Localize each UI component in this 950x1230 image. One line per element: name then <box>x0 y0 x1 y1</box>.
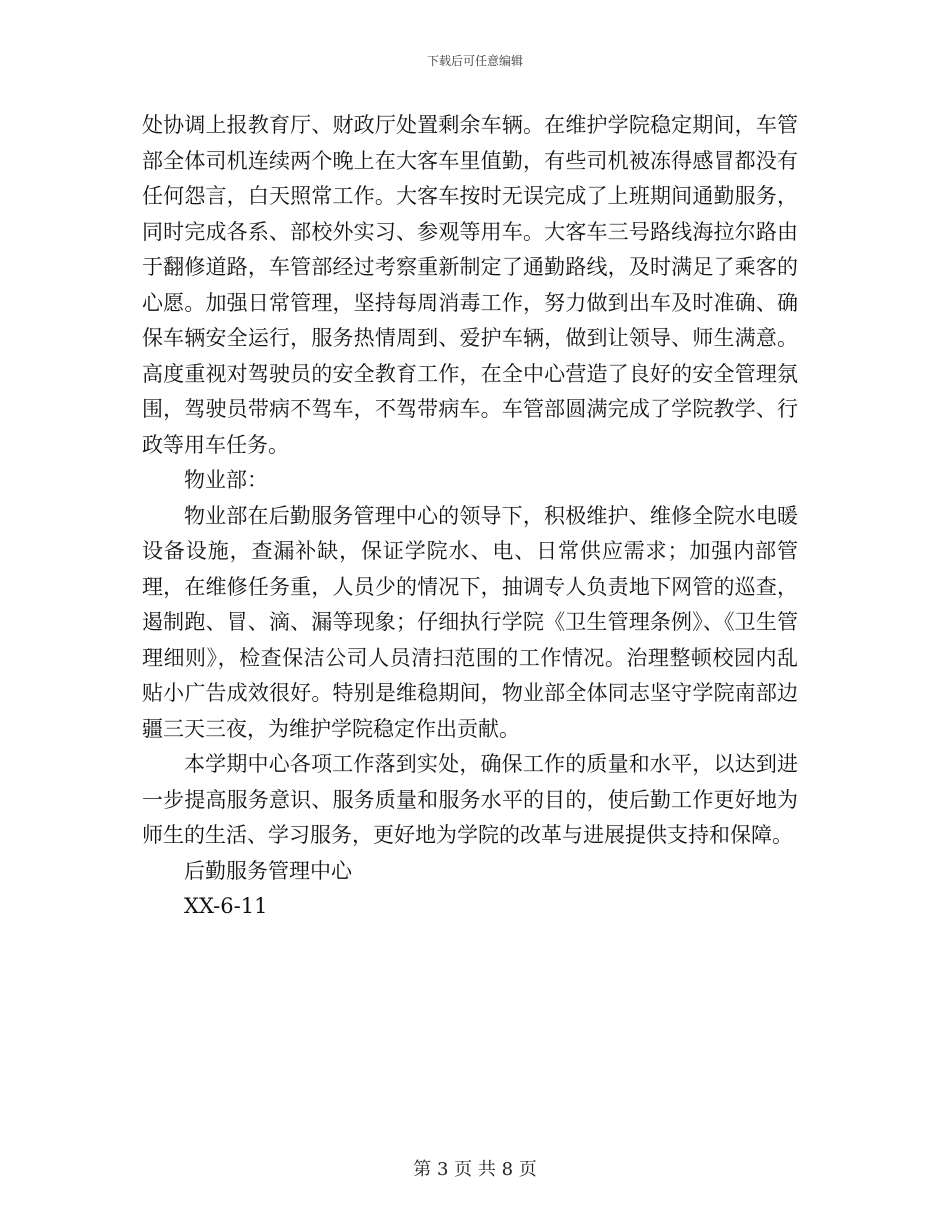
page-header: 下载后可任意编辑 <box>426 54 523 68</box>
page-number-footer: 第 3 页 共 8 页 <box>413 1159 537 1180</box>
signature-date: XX-6-11 <box>184 894 268 918</box>
paragraph-summary: 本学期中心各项工作落到实处，确保工作的质量和水平，以达到进一步提高服务意识、服务质量和服务水平的目的，使后勤工作更好地为师生的生活、学习服务，更好地为学院的改革与进展提供支持和保障。 <box>142 752 798 847</box>
paragraph-vehicle-management: 处协调上报教育厅、财政厅处置剩余车辆。在维护学院稳定期间，车管部全体司机连续两个晚上在大客车里值勤，有些司机被冻得感冒都没有任何怨言，白天照常工作。大客车按时无误完成了上班期间通勤服务，同时完成各系、部校外实习、参观等用车。大客车三号路线海拉尔路由于翻修道路，车管部经过考察重新制定了通勤路线，及时满足了乘客的心愿。加强日常管理，坚持每周消毒工作，努力做到出车及时准确、确保车辆安全运行，服务热情周到、爱护车辆，做到让领导、师生满意。高度重视对驾驶员的安全教育工作，在全中心营造了良好的安全管理氛围，驾驶员带病不驾车，不驾带病车。车管部圆满完成了学院教学、行政等用车任务。 <box>142 113 798 457</box>
paragraph-property-department: 物业部在后勤服务管理中心的领导下，积极维护、维修全院水电暖设备设施，查漏补缺，保证学院水、电、日常供应需求；加强内部管理，在维修任务重，人员少的情况下，抽调专人负责地下网管的巡查，遏制跑、冒、滴、漏等现象；仔细执行学院《卫生管理条例》、《卫生管理细则》，检查保洁公司人员清扫范围的工作情况。治理整顿校园内乱贴小广告成效很好。特别是维稳期间，物业部全体同志坚守学院南部边疆三天三夜，为维护学院稳定作出贡献。 <box>142 503 798 741</box>
document-body <box>142 108 798 925</box>
signature-organization: 后勤服务管理中心 <box>184 858 352 883</box>
section-heading-property: 物业部： <box>184 468 268 492</box>
